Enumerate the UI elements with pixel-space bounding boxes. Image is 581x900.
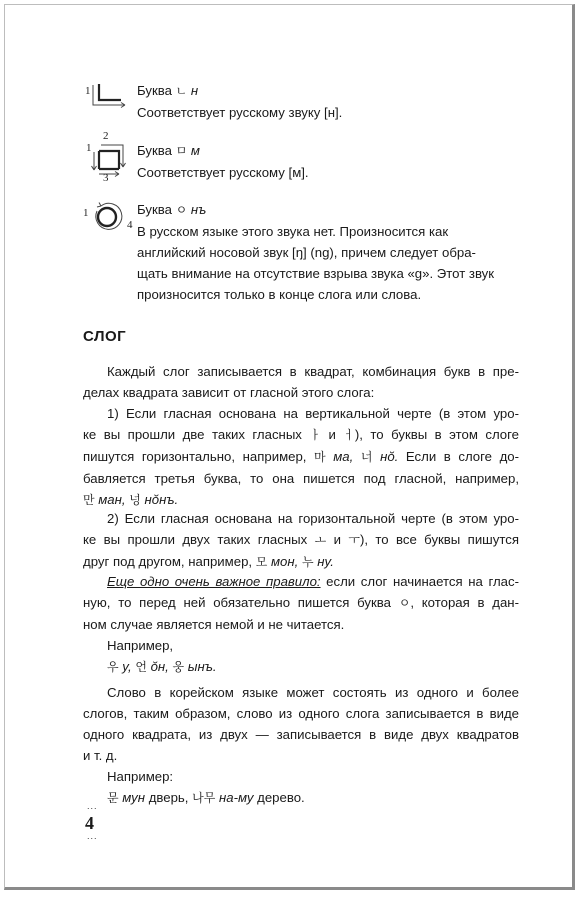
text-line: и т. д. bbox=[83, 748, 118, 763]
letter-line: английский носовой звук [ŋ] (ng), причем следует обра- bbox=[137, 245, 476, 260]
letter-glyph: ㅁ bbox=[175, 144, 188, 158]
letter-glyph: ㅇ bbox=[175, 203, 188, 217]
text-line: 1) Если гласная основана на вертикальной черте (в этом уро- bbox=[107, 406, 519, 421]
section-title: СЛОГ bbox=[83, 328, 127, 345]
text-line: Каждый слог записывается в квадрат, комбинация букв в пре- bbox=[107, 364, 519, 379]
letter-block-ng bbox=[83, 199, 525, 302]
text-span: ке вы прошли две таких гласных bbox=[83, 427, 310, 442]
text-span: , которая в дан- bbox=[410, 595, 519, 610]
transliteration: нŏ. bbox=[380, 449, 399, 464]
paragraph-rule-vertical bbox=[83, 403, 519, 511]
letter-label: Буква bbox=[137, 143, 172, 158]
text-line: одного квадрата, из двух — записывается в виде двух квадратов bbox=[83, 727, 519, 742]
text-line: Например: bbox=[107, 769, 174, 784]
korean-word: 문 bbox=[107, 791, 119, 805]
text-span: друг под другом, например, bbox=[83, 554, 256, 569]
text-line bbox=[83, 551, 519, 573]
stroke-diagram-ng bbox=[85, 199, 137, 251]
letter-description bbox=[137, 80, 517, 123]
korean-word: 나무 bbox=[192, 791, 216, 805]
letter-description bbox=[137, 140, 517, 183]
korean-syllable: 웅 bbox=[172, 660, 185, 674]
transliteration: мон, bbox=[271, 554, 299, 569]
letter-line: произносится только в конце слога или слова. bbox=[137, 287, 422, 302]
text-line: ном случае является немой и не читается. bbox=[83, 617, 345, 632]
text-line bbox=[83, 571, 519, 592]
letter-block-m bbox=[85, 130, 525, 188]
text-line bbox=[83, 529, 519, 551]
stroke-number: 1 bbox=[83, 207, 89, 219]
transliteration: ну. bbox=[317, 554, 334, 569]
transliteration: ŏн, bbox=[150, 659, 169, 674]
text-line: делах квадрата зависит от гласной этого слога: bbox=[83, 385, 375, 400]
letter-label: Буква bbox=[137, 202, 172, 217]
korean-syllable: 누 bbox=[301, 555, 314, 569]
letter-translit: н bbox=[190, 83, 199, 98]
text-line: слогов, таким образом, слово из одного слога записывается в виде bbox=[83, 706, 519, 721]
stroke-diagram-n-svg bbox=[85, 80, 137, 126]
page-number-dots-bottom: ... bbox=[87, 831, 98, 841]
letter-description bbox=[137, 199, 537, 305]
text-span: и bbox=[320, 427, 344, 442]
transliteration: ынъ. bbox=[187, 659, 217, 674]
text-line: 2) Если гласная основана на горизонтальной черте (в этом уро- bbox=[107, 511, 519, 526]
stroke-number: 1 bbox=[86, 142, 92, 154]
korean-syllable: 넝 bbox=[129, 493, 141, 507]
stroke-diagram-m bbox=[85, 130, 137, 192]
text-line: Слово в корейском языке может состоять из одного и более bbox=[107, 685, 519, 700]
text-span: если слог начинается на глас- bbox=[320, 574, 520, 589]
page-number: 4 bbox=[85, 813, 94, 833]
example-line bbox=[83, 787, 519, 809]
letter-line: В русском языке этого звука нет. Произносится как bbox=[137, 224, 449, 239]
korean-syllable: 마 bbox=[314, 450, 326, 464]
stroke-number: 2 bbox=[103, 130, 109, 142]
transliteration: нŏнъ. bbox=[144, 492, 179, 507]
transliteration: ма, bbox=[333, 449, 354, 464]
translation: дверь, bbox=[148, 790, 189, 805]
paragraph-intro bbox=[83, 361, 519, 403]
text-span: пишутся горизонтально, например, bbox=[83, 449, 315, 464]
text-line: Например, bbox=[107, 638, 174, 653]
letter-label: Буква bbox=[137, 83, 172, 98]
stroke-diagram-n bbox=[85, 80, 137, 132]
stroke-number: 4 bbox=[127, 219, 133, 231]
korean-vowel: ㅓ bbox=[343, 428, 355, 442]
text-span: Если в слоге до- bbox=[398, 449, 520, 464]
text-line bbox=[83, 592, 519, 614]
korean-syllable: 만 bbox=[83, 493, 95, 507]
text-line bbox=[83, 424, 519, 446]
korean-vowel: ㅜ bbox=[348, 533, 360, 547]
korean-letter: ㅇ bbox=[398, 596, 411, 610]
book-page bbox=[4, 4, 575, 890]
letter-block-n bbox=[85, 80, 525, 126]
text-span: и bbox=[326, 532, 349, 547]
letter-line: Соответствует русскому [м]. bbox=[137, 165, 309, 180]
korean-vowel: ㅏ bbox=[309, 428, 321, 442]
korean-syllable: 모 bbox=[255, 555, 268, 569]
transliteration: мун bbox=[122, 790, 146, 805]
transliteration: у, bbox=[122, 659, 132, 674]
example-line bbox=[83, 656, 519, 678]
letter-line: щать внимание на отсутствие взрыва звука «g». Этот звук bbox=[137, 266, 495, 281]
korean-vowel: ㅗ bbox=[314, 533, 327, 547]
letter-translit: м bbox=[190, 143, 200, 158]
page-number-dots-top: ... bbox=[87, 801, 98, 811]
text-line: бавляется третья буква, то она пишется под гласной, например, bbox=[83, 471, 519, 486]
transliteration: на-му bbox=[218, 790, 254, 805]
paragraph-important-rule bbox=[83, 571, 519, 678]
stroke-diagram-m-svg bbox=[85, 140, 137, 188]
text-span: ), то все буквы пишутся bbox=[359, 532, 519, 547]
letter-translit: нъ bbox=[190, 202, 207, 217]
stroke-number: 1 bbox=[85, 85, 91, 97]
translation: дерево. bbox=[257, 790, 305, 805]
paragraph-rule-horizontal bbox=[83, 508, 519, 573]
text-span: ), то буквы в этом слоге bbox=[354, 427, 519, 442]
letter-glyph: ㄴ bbox=[175, 84, 188, 98]
paragraph-words bbox=[83, 682, 519, 809]
korean-syllable: 우 bbox=[107, 660, 119, 674]
text-span: ке вы прошли двух таких гласных bbox=[83, 532, 315, 547]
letter-line: Соответствует русскому звуку [н]. bbox=[137, 105, 343, 120]
korean-syllable: 너 bbox=[360, 450, 373, 464]
korean-syllable: 언 bbox=[135, 660, 147, 674]
text-line bbox=[83, 446, 519, 468]
rule-heading: Еще одно очень важное правило: bbox=[107, 574, 321, 589]
stroke-number: 3 bbox=[103, 172, 109, 184]
transliteration: ман, bbox=[98, 492, 126, 507]
text-span: ную, то перед ней обязательно пишется буква bbox=[83, 595, 399, 610]
